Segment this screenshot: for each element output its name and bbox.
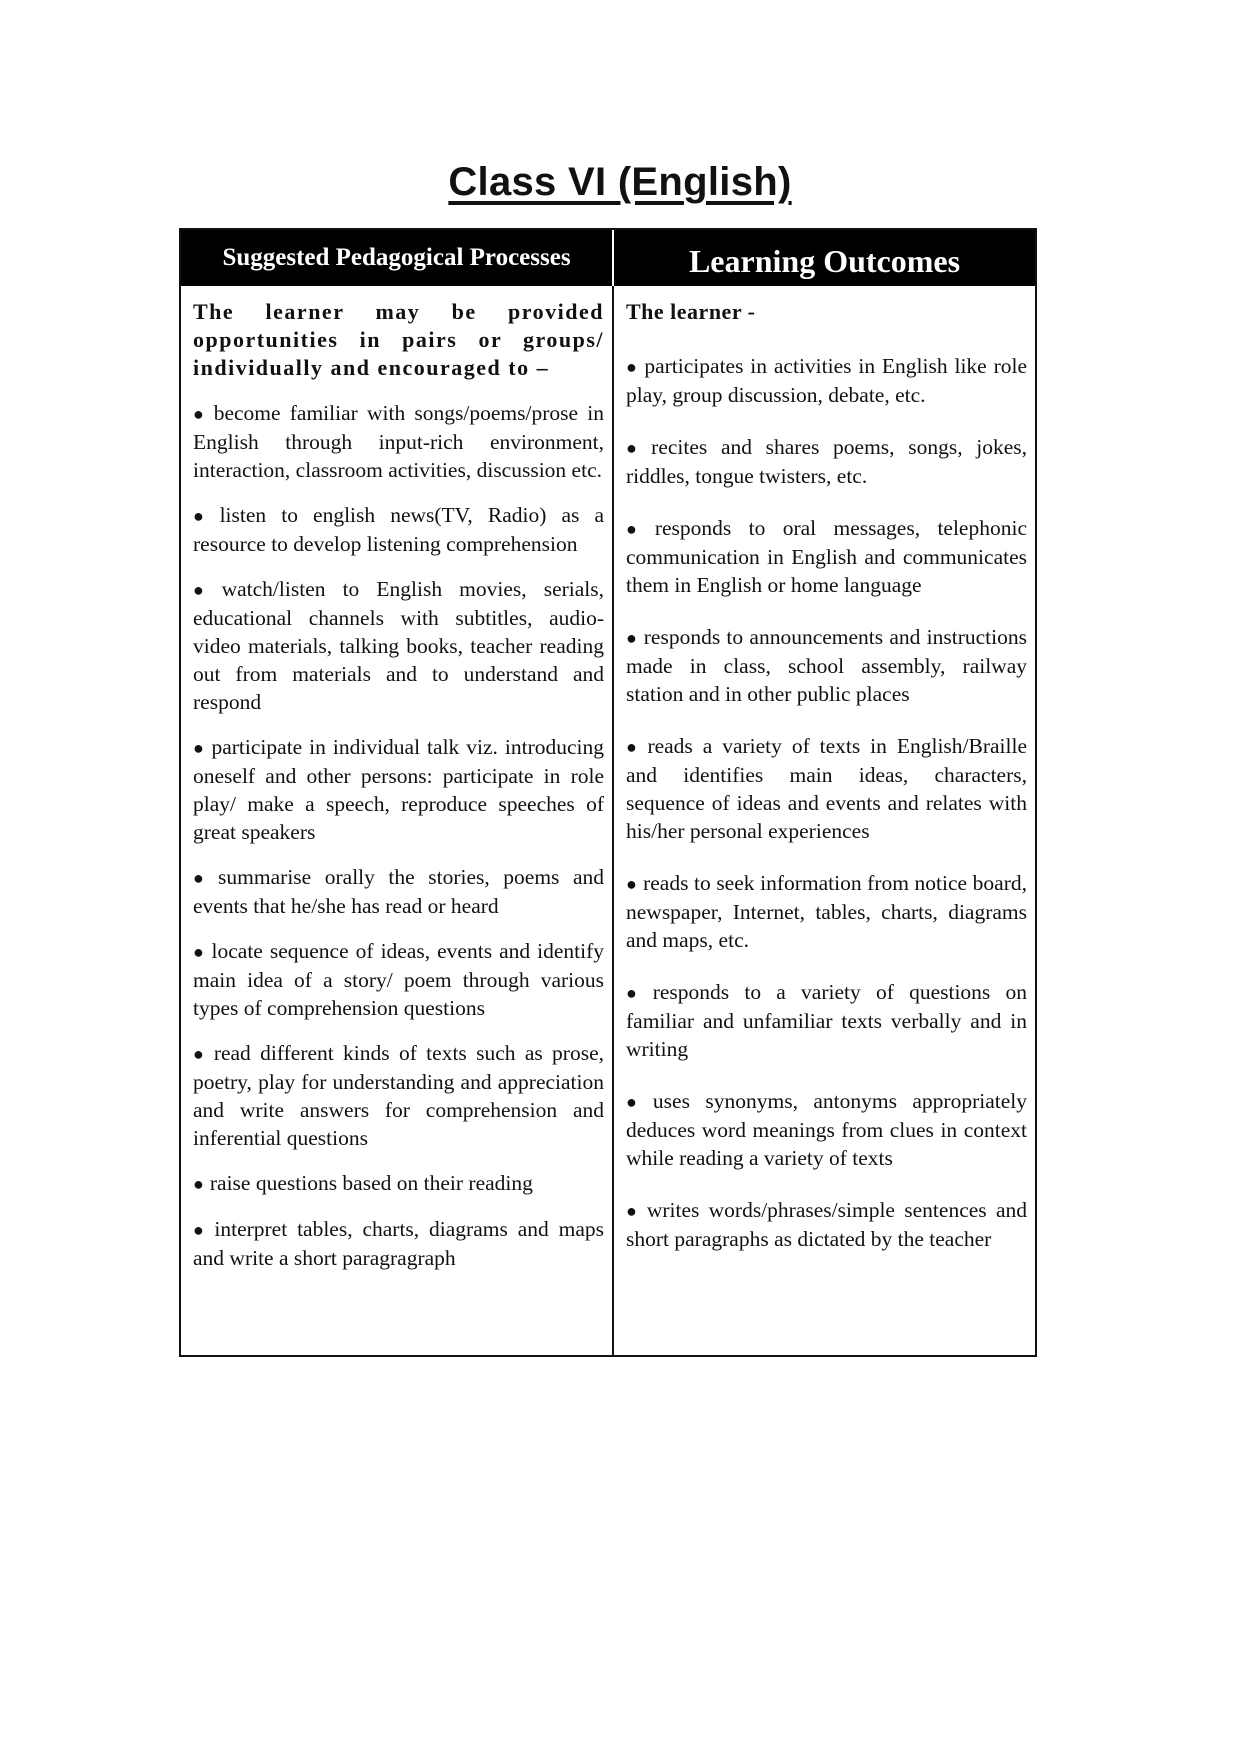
pedagogical-item-text: interpret tables, charts, diagrams and maps and write a short paragragraph <box>193 1217 605 1270</box>
learning-outcomes-column <box>614 286 1035 1355</box>
outcome-item-text: participates in activities in English like role play, group discussion, debate, etc. <box>626 354 1028 407</box>
outcome-item <box>626 623 1027 708</box>
outcome-item-text: responds to oral messages, telephonic communication in English and communicates them in English or home language <box>626 516 1027 597</box>
bullet-icon: ● <box>193 868 213 888</box>
pedagogical-item-text: locate sequence of ideas, events and identify main idea of a story/ poem through various types of comprehension questions <box>193 939 604 1020</box>
outcome-item <box>626 869 1027 954</box>
curriculum-table <box>179 228 1037 1357</box>
pedagogical-item-text: read different kinds of texts such as prose, poetry, play for understanding and appreciation and write answers for comprehension and inferential questions <box>193 1041 604 1150</box>
outcome-item-text: responds to a variety of questions on familiar and unfamiliar texts verbally and in writing <box>626 980 1028 1061</box>
page-title: Class VI (English) <box>448 160 792 204</box>
pedagogical-item <box>193 1215 604 1272</box>
pedagogical-list <box>193 399 604 1272</box>
outcome-item <box>626 1196 1027 1253</box>
bullet-icon: ● <box>193 942 206 962</box>
header-learning-outcomes: Learning Outcomes <box>614 230 1035 286</box>
bullet-icon: ● <box>626 983 647 1003</box>
pedagogical-item-text: summarise orally the stories, poems and events that he/she has read or heard <box>193 865 605 918</box>
bullet-icon: ● <box>193 738 206 758</box>
outcome-item <box>626 732 1027 845</box>
pedagogical-item-text: listen to english news(TV, Radio) as a resource to develop listening comprehension <box>193 503 604 556</box>
bullet-icon: ● <box>193 1044 208 1064</box>
outcome-item <box>626 978 1027 1063</box>
bullet-icon: ● <box>626 519 649 539</box>
outcome-item <box>626 352 1027 409</box>
outcome-item-text: reads a variety of texts in English/Braille and identifies main ideas, characters, sequence of ideas and events and relates with his/her personal experiences <box>626 734 1028 843</box>
pedagogical-item <box>193 399 604 484</box>
bullet-icon: ● <box>626 1201 641 1221</box>
bullet-icon: ● <box>626 874 638 894</box>
pedagogical-item <box>193 1039 604 1152</box>
outcome-item <box>626 514 1027 599</box>
bullet-icon: ● <box>193 580 216 600</box>
outcome-item-text: writes words/phrases/simple sentences and short paragraphs as dictated by the teacher <box>626 1198 1027 1251</box>
bullet-icon: ● <box>193 506 214 526</box>
bullet-icon: ● <box>193 1220 209 1240</box>
outcome-item-text: reads to seek information from notice board, newspaper, Internet, tables, charts, diagrams and maps, etc. <box>626 871 1027 952</box>
pedagogical-item <box>193 501 604 558</box>
pedagogical-item <box>193 863 604 920</box>
outcome-item-text: responds to announcements and instructions made in class, school assembly, railway station and in other public places <box>626 625 1027 706</box>
pedagogical-item-text: become familiar with songs/poems/prose in English through input-rich environment, interaction, classroom activities, discussion etc. <box>193 401 604 482</box>
outcomes-lead: The learner - <box>626 299 756 324</box>
bullet-icon: ● <box>193 404 208 424</box>
pedagogical-item-text: watch/listen to English movies, serials, educational channels with subtitles, audio-video materials, talking books, teacher reading out from materials and to understand and respond <box>193 577 605 714</box>
pedagogical-item <box>193 733 604 846</box>
bullet-icon: ● <box>626 737 642 757</box>
bullet-icon: ● <box>193 1174 204 1194</box>
pedagogical-processes-column <box>181 286 614 1355</box>
header-pedagogical-processes: Suggested Pedagogical Processes <box>181 230 614 286</box>
outcome-item-text: uses synonyms, antonyms appropriately deduces word meanings from clues in context while reading a variety of texts <box>626 1089 1027 1170</box>
pedagogical-item <box>193 937 604 1022</box>
pedagogical-lead: The learner may be provided opportunities in pairs or groups/ individually and encouraged to – <box>193 299 604 380</box>
pedagogical-item-text: participate in individual talk viz. introducing oneself and other persons: participate in role play/ make a speech, reproduce speeches of great speakers <box>193 735 605 844</box>
pedagogical-item <box>193 575 604 716</box>
bullet-icon: ● <box>626 1092 647 1112</box>
outcome-item <box>626 1087 1027 1172</box>
bullet-icon: ● <box>626 438 646 458</box>
outcome-item-text: recites and shares poems, songs, jokes, riddles, tongue twisters, etc. <box>626 435 1028 488</box>
pedagogical-item-text: raise questions based on their reading <box>209 1171 533 1195</box>
bullet-icon: ● <box>626 357 639 377</box>
pedagogical-item <box>193 1169 604 1198</box>
outcome-item <box>626 433 1027 490</box>
outcomes-list <box>626 352 1027 1253</box>
bullet-icon: ● <box>626 628 638 648</box>
